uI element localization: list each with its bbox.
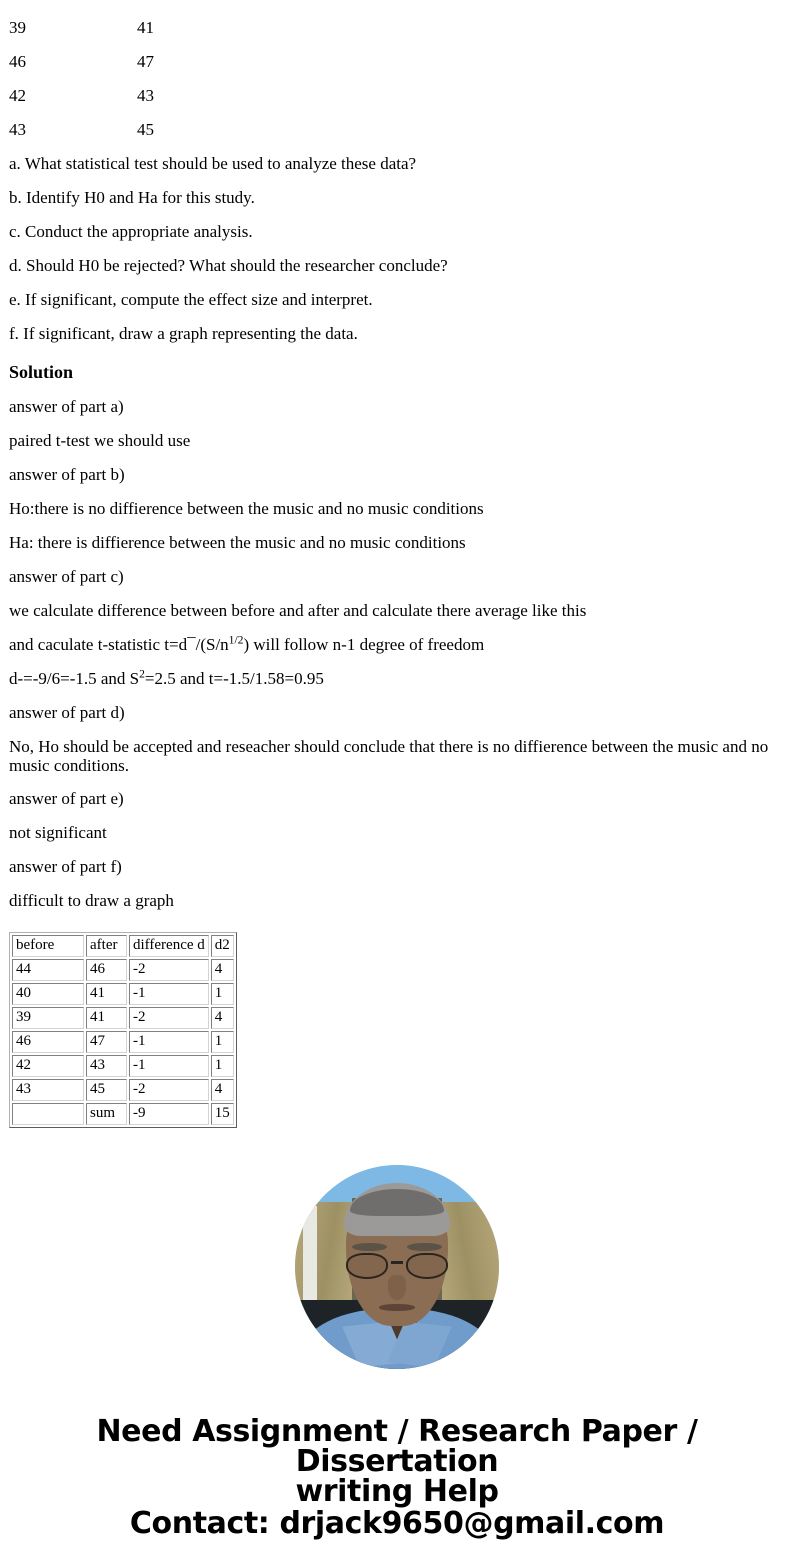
photo-eyebrow-left bbox=[352, 1243, 387, 1251]
solution-effect-size: not significant bbox=[9, 823, 107, 842]
solution-body bbox=[0, 390, 794, 918]
question-list bbox=[0, 147, 794, 351]
cell-difference: -2 bbox=[129, 1079, 209, 1101]
cell-difference: -1 bbox=[129, 1031, 209, 1053]
data-row bbox=[0, 113, 794, 147]
solution-line-e-label: answer of part e) bbox=[9, 789, 124, 808]
cell-after: 43 bbox=[86, 1055, 127, 1077]
cell-before: 43 bbox=[12, 1079, 84, 1101]
solution-graph-note: difficult to draw a graph bbox=[9, 891, 174, 910]
table-sum-row bbox=[12, 1103, 234, 1125]
table-row bbox=[12, 959, 234, 981]
photo-glasses-bridge bbox=[391, 1261, 404, 1264]
question-item-a: a. What statistical test should be used to analyze these data? bbox=[9, 154, 417, 173]
cell-sum-d2: 15 bbox=[211, 1103, 234, 1125]
values-exponent: 2 bbox=[139, 667, 145, 681]
cell-before: 42 bbox=[12, 1055, 84, 1077]
column-header-difference: difference d bbox=[129, 935, 209, 957]
solution-line-c-label: answer of part c) bbox=[9, 567, 124, 586]
promo-line-2: writing Help bbox=[295, 1474, 499, 1509]
question-item-c: c. Conduct the appropriate analysis. bbox=[9, 222, 253, 241]
solution-line-a-label: answer of part a) bbox=[9, 397, 124, 416]
cell-after: 46 bbox=[86, 959, 127, 981]
formula-suffix: ) will follow n-1 degree of freedom bbox=[243, 635, 485, 654]
table-row bbox=[12, 1055, 234, 1077]
after-value: 41 bbox=[137, 18, 154, 37]
formula-prefix: and caculate t-statistic t=d bbox=[9, 635, 188, 654]
photo-mouth bbox=[379, 1304, 416, 1311]
table-row bbox=[12, 1031, 234, 1053]
solution-null-hypothesis: Ho:there is no diffierence between the music and no music conditions bbox=[9, 499, 484, 518]
values-suffix: =2.5 and t=-1.5/1.58=0.95 bbox=[144, 669, 324, 688]
cell-d2: 1 bbox=[211, 983, 234, 1005]
after-value: 47 bbox=[137, 52, 154, 71]
after-value: 43 bbox=[137, 86, 154, 105]
question-item-b: b. Identify H0 and Ha for this study. bbox=[9, 188, 255, 207]
cell-sum-label: sum bbox=[86, 1103, 127, 1125]
calculation-table-wrapper bbox=[0, 918, 794, 1128]
cell-after: 45 bbox=[86, 1079, 127, 1101]
cell-difference: -1 bbox=[129, 983, 209, 1005]
values-prefix: d-=-9/6=-1.5 and S bbox=[9, 669, 140, 688]
before-value: 43 bbox=[9, 120, 26, 139]
column-header-before: before bbox=[12, 935, 84, 957]
cell-sum-difference: -9 bbox=[129, 1103, 209, 1125]
promo-line-1: Need Assignment / Research Paper / Dissertation bbox=[96, 1414, 698, 1479]
photo-nose bbox=[388, 1275, 406, 1299]
cell-d2: 1 bbox=[211, 1031, 234, 1053]
before-value: 42 bbox=[9, 86, 26, 105]
cell-after: 47 bbox=[86, 1031, 127, 1053]
formula-t-statistic bbox=[0, 628, 779, 662]
cell-after: 41 bbox=[86, 983, 127, 1005]
column-header-d2: d2 bbox=[211, 935, 234, 957]
data-row bbox=[0, 45, 794, 79]
cell-difference: -1 bbox=[129, 1055, 209, 1077]
solution-heading: Solution bbox=[9, 362, 74, 382]
cell-after: 41 bbox=[86, 1007, 127, 1029]
solution-conclusion: No, Ho should be accepted and reseacher should conclude that there is no diffierence between the music and no music conditions. bbox=[9, 737, 769, 775]
data-row bbox=[0, 11, 794, 45]
avatar-block bbox=[0, 1128, 794, 1369]
photo-lens-left bbox=[346, 1253, 388, 1280]
paired-data-list bbox=[0, 0, 794, 147]
cell-d2: 4 bbox=[211, 959, 234, 981]
formula-mid: /(S/n bbox=[195, 635, 229, 654]
cell-d2: 1 bbox=[211, 1055, 234, 1077]
cell-before: 44 bbox=[12, 959, 84, 981]
question-item-d: d. Should H0 be rejected? What should the researcher conclude? bbox=[9, 256, 448, 275]
formula-exponent: 1/2 bbox=[228, 633, 244, 647]
cell-empty bbox=[12, 1103, 84, 1125]
data-row bbox=[0, 79, 794, 113]
solution-line-b-label: answer of part b) bbox=[9, 465, 125, 484]
calculation-table bbox=[9, 932, 237, 1128]
table-header-row bbox=[12, 935, 234, 957]
solution-alt-hypothesis: Ha: there is diffierence between the music and no music conditions bbox=[9, 533, 466, 552]
cell-before: 39 bbox=[12, 1007, 84, 1029]
column-header-after: after bbox=[86, 935, 127, 957]
question-item-e: e. If significant, compute the effect size and interpret. bbox=[9, 290, 373, 309]
avatar bbox=[295, 1165, 499, 1369]
solution-line-d-label: answer of part d) bbox=[9, 703, 125, 722]
solution-line-f-label: answer of part f) bbox=[9, 857, 122, 876]
table-row bbox=[12, 1079, 234, 1101]
cell-d2: 4 bbox=[211, 1007, 234, 1029]
cell-d2: 4 bbox=[211, 1079, 234, 1101]
before-value: 39 bbox=[9, 18, 26, 37]
solution-line-a-text: paired t-test we should use bbox=[9, 431, 191, 450]
cell-difference: -2 bbox=[129, 959, 209, 981]
table-row bbox=[12, 1007, 234, 1029]
cell-difference: -2 bbox=[129, 1007, 209, 1029]
promo-banner bbox=[0, 1369, 794, 1539]
before-value: 46 bbox=[9, 52, 26, 71]
photo-lens-right bbox=[406, 1253, 448, 1280]
after-value: 45 bbox=[137, 120, 154, 139]
question-item-f: f. If significant, draw a graph representing the data. bbox=[9, 324, 358, 343]
table-row bbox=[12, 983, 234, 1005]
formula-dbar: ¯ bbox=[187, 635, 196, 654]
cell-before: 46 bbox=[12, 1031, 84, 1053]
formula-values bbox=[0, 662, 779, 696]
solution-method-text: we calculate difference between before and after and calculate there average like this bbox=[9, 601, 587, 620]
photo-eyebrow-right bbox=[407, 1243, 442, 1251]
promo-contact-line: Contact: drjack9650@gmail.com bbox=[129, 1506, 665, 1541]
cell-before: 40 bbox=[12, 983, 84, 1005]
